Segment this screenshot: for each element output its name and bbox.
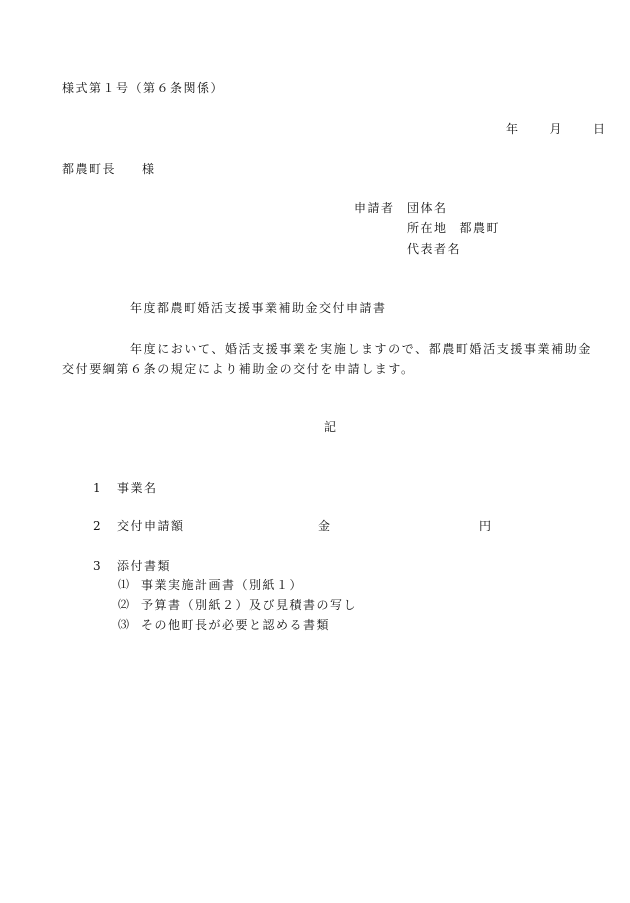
amount-kin-label: 金 xyxy=(318,519,332,533)
date-day-label: 日 xyxy=(593,122,607,136)
item-2-label: 交付申請額 xyxy=(117,519,185,533)
applicant-org-label: 団体名 xyxy=(407,201,448,215)
body-paragraph: 年度において、婚活支援事業を実施しますので、都農町婚活支援事業補助金交付要綱第６条の規定により補助金の交付を申請します。 xyxy=(62,342,592,376)
attachment-1-label: 事業実施計画書（別紙１） xyxy=(141,578,304,592)
date-line xyxy=(506,121,607,137)
document-title: 年度都農町婚活支援事業補助金交付申請書 xyxy=(130,301,387,315)
applicant-address-label: 所在地 xyxy=(407,221,448,235)
item-3-number: 3 xyxy=(93,559,103,573)
attachment-3-label: その他町長が必要と認める書類 xyxy=(141,618,331,632)
item-3-label: 添付書類 xyxy=(117,559,172,573)
item-1-label: 事業名 xyxy=(117,481,158,495)
addressee-name: 都農町長 xyxy=(62,162,117,176)
attachment-2-label: 予算書（別紙２）及び見積書の写し xyxy=(141,598,358,612)
applicant-rep-label: 代表者名 xyxy=(407,242,462,256)
addressee-honorific: 様 xyxy=(142,162,156,176)
attachment-3-number: ⑶ xyxy=(118,618,131,631)
amount-yen-label: 円 xyxy=(479,519,493,533)
date-year-label: 年 xyxy=(506,122,520,136)
addressee xyxy=(62,161,156,177)
item-1-number: 1 xyxy=(93,481,103,495)
item-2-number: 2 xyxy=(93,519,103,533)
applicant-address-value: 都農町 xyxy=(459,221,501,235)
date-month-label: 月 xyxy=(549,122,564,136)
attachment-1-number: ⑴ xyxy=(118,578,131,591)
form-number: 様式第１号（第６条関係） xyxy=(62,81,225,95)
ki-heading: 記 xyxy=(324,420,338,434)
attachment-2-number: ⑵ xyxy=(118,598,131,611)
applicant-address xyxy=(407,220,500,236)
applicant-label: 申請者 xyxy=(354,201,395,215)
